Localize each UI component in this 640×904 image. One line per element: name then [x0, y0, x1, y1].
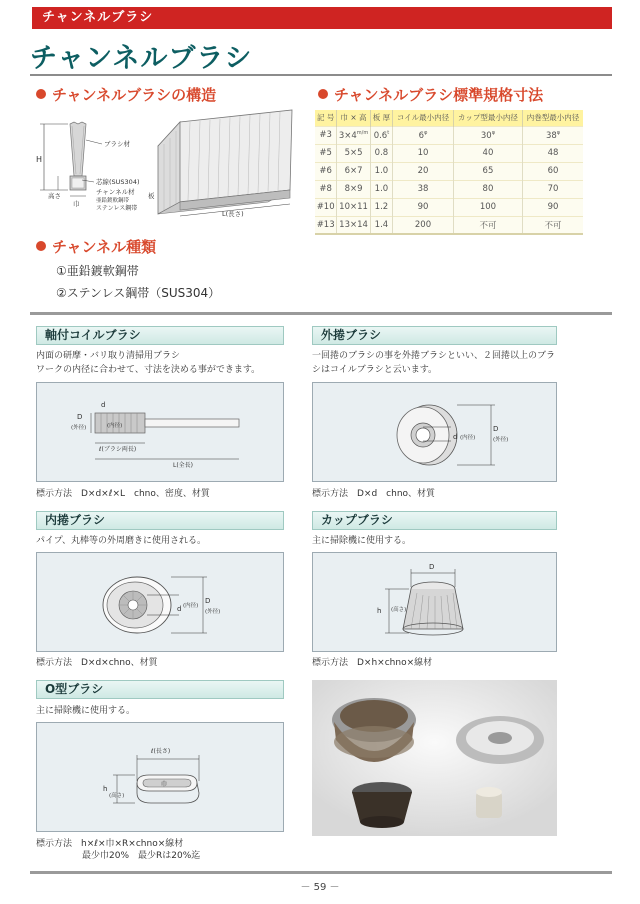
- cell: 48: [523, 144, 583, 162]
- cell: #13: [315, 216, 337, 234]
- table-row: [315, 216, 583, 234]
- cell: #10: [315, 198, 337, 216]
- cell: 不可: [523, 216, 583, 234]
- cell: #3: [315, 126, 337, 144]
- cell: 8×9: [337, 180, 370, 198]
- cell: 1.0: [370, 180, 392, 198]
- cup-brush-small: [352, 782, 412, 828]
- channel-material-label: チャンネル材: [96, 188, 135, 196]
- h-label: H: [36, 155, 43, 164]
- table-row: [315, 180, 583, 198]
- cell: 65: [453, 162, 522, 180]
- cell: 100: [453, 198, 522, 216]
- cup-diagram: [313, 553, 556, 651]
- bullet-icon: [36, 241, 46, 251]
- cell: 38: [393, 180, 454, 198]
- kind-item: ②ステンレス鋼帯（SUS304）: [56, 286, 221, 300]
- cell: 5×5: [337, 144, 370, 162]
- panel-title-o-type: O型ブラシ: [36, 680, 284, 699]
- spec-outer-wound: 標示方法 D×d chno、材質: [312, 489, 436, 499]
- col-size: 巾 × 高: [337, 110, 370, 126]
- cell: 10: [393, 144, 454, 162]
- spec-shaft-coil: 標示方法 D×d×ℓ×L chno、密度、材質: [36, 489, 210, 499]
- cell: 13×14: [337, 216, 370, 234]
- cell: 90: [523, 198, 583, 216]
- height-label: h: [103, 785, 108, 793]
- inner-wound-diagram: [37, 553, 283, 651]
- cell: 200: [393, 216, 454, 234]
- width-label: 巾: [73, 200, 80, 208]
- height-sub-label: (高さ): [391, 607, 407, 613]
- length-label: L(長さ): [222, 210, 244, 218]
- inner-label: d: [101, 401, 106, 409]
- brush-length-label: ℓ(ブラシ両長): [99, 446, 137, 453]
- inner-sub-label: (内径): [107, 423, 123, 429]
- cell: 1.4: [370, 216, 392, 234]
- structure-diagram: [30, 104, 300, 234]
- cell: $6^\varphi$: [393, 126, 454, 144]
- cell: 90: [393, 198, 454, 216]
- table-row: [315, 144, 583, 162]
- disc-brush: [456, 716, 544, 764]
- footer-rule: [30, 871, 612, 874]
- panel-title-cup: カップブラシ: [312, 511, 557, 530]
- cell: 20: [393, 162, 454, 180]
- col-symbol: 記 号: [315, 110, 337, 126]
- col-thickness: 板 厚: [370, 110, 392, 126]
- plate-material-label: 亜鉛鍍軟鋼帯: [96, 198, 130, 204]
- cross-section: [40, 122, 86, 196]
- figure-shaft-coil: [36, 382, 284, 482]
- plate-label: 板: [148, 192, 155, 200]
- panel-title-inner-wound: 内捲ブラシ: [36, 511, 284, 530]
- spec-cup: 標示方法 D×h×chno×線材: [312, 658, 433, 668]
- table-header-row: [315, 110, 583, 126]
- bullet-icon: [318, 89, 328, 99]
- cell: 6×7: [337, 162, 370, 180]
- figure-outer-wound: [312, 382, 557, 482]
- height-label: h: [377, 607, 382, 615]
- section-divider: [30, 312, 612, 315]
- channel-brush-3d: [158, 110, 292, 216]
- cell: 1.0: [370, 162, 392, 180]
- header-tab: チャンネルブラシ: [32, 7, 612, 29]
- cell: 1.2: [370, 198, 392, 216]
- figure-cup: [312, 552, 557, 652]
- cell: 70: [523, 180, 583, 198]
- standard-table: [315, 110, 583, 235]
- cell: $3\times 4^{m/m}$: [337, 126, 370, 144]
- panel-desc-shaft-coil: 内面の研摩・バリ取り清掃用ブラシ ワークの内径に合わせて、寸法を決める事ができます。: [36, 351, 261, 375]
- cell: $38^\varphi$: [523, 126, 583, 144]
- panel-desc-outer-wound: 一回捲のブラシの事を外捲ブラシといい、２回捲以上のブラ シはコイルブラシと云います。: [312, 351, 556, 375]
- figure-o-type: [36, 722, 284, 832]
- diameter-sub-label: (外径): [493, 437, 509, 443]
- panel-title-outer-wound: 外捲ブラシ: [312, 326, 557, 345]
- spec-inner-wound: 標示方法 D×d×chno、材質: [36, 658, 158, 668]
- inner-label: d: [453, 433, 458, 441]
- kinds-heading: チャンネル種類: [36, 236, 156, 257]
- col-cup: カップ型最小内径: [453, 110, 522, 126]
- table-row: [315, 162, 583, 180]
- cell: 不可: [453, 216, 522, 234]
- height-label: 高さ: [48, 192, 61, 200]
- cup-brush-large: [332, 698, 416, 762]
- total-length-label: L(全長): [173, 462, 194, 469]
- cell: 10×11: [337, 198, 370, 216]
- length-label: ℓ(長さ): [151, 748, 171, 755]
- inner-sub-label: (内径): [183, 603, 199, 609]
- outer-wound-diagram: [313, 383, 556, 481]
- panel-desc-inner-wound: パイプ、丸棒等の外周磨きに使用される。: [36, 536, 207, 546]
- cell: 0.8: [370, 144, 392, 162]
- diameter-label: D: [429, 563, 435, 571]
- table-row: [315, 198, 583, 216]
- core-wire-label: 芯線(SUS304): [96, 178, 140, 186]
- diameter-label: D: [77, 413, 83, 421]
- width-label: 巾: [161, 781, 168, 788]
- spec-o-type: 標示方法 h×ℓ×巾×R×chno×線材 最少巾20% 最少Rは20%迄: [36, 839, 201, 861]
- title-rule: [30, 74, 612, 76]
- page-title: チャンネルブラシ: [30, 43, 253, 74]
- bullet-icon: [36, 89, 46, 99]
- inner-label: d: [177, 605, 182, 613]
- diameter-sub-label: (外径): [205, 609, 221, 615]
- cell: 80: [453, 180, 522, 198]
- cell: 0.6$^t$: [370, 126, 392, 144]
- end-brush: [476, 787, 502, 818]
- cell: #6: [315, 162, 337, 180]
- col-inner: 内巻型最小内径: [523, 110, 583, 126]
- col-coil: コイル最小内径: [393, 110, 454, 126]
- inner-sub-label: (内径): [460, 435, 476, 441]
- structure-heading: チャンネルブラシの構造: [36, 84, 216, 105]
- kind-item: ①亜鉛鍍軟鋼帯: [56, 264, 139, 278]
- o-type-diagram: [37, 723, 283, 831]
- panel-desc-o-type: 主に掃除機に使用する。: [36, 706, 136, 716]
- panel-desc-cup: 主に掃除機に使用する。: [312, 536, 412, 546]
- stainless-label: ステンレス鋼帯: [96, 205, 138, 212]
- standard-heading: チャンネルブラシ標準規格寸法: [318, 84, 543, 105]
- height-sub-label: (高さ): [109, 793, 125, 799]
- cell: #5: [315, 144, 337, 162]
- cell: #8: [315, 180, 337, 198]
- diameter-sub-label: (外径): [71, 425, 87, 431]
- cell: 60: [523, 162, 583, 180]
- table-row: [315, 126, 583, 144]
- figure-inner-wound: [36, 552, 284, 652]
- panel-title-shaft-coil: 軸付コイルブラシ: [36, 326, 284, 345]
- cell: $30^\varphi$: [453, 126, 522, 144]
- diameter-label: D: [493, 425, 499, 433]
- product-photo-image: [312, 680, 557, 836]
- shaft-coil-diagram: [37, 383, 283, 481]
- product-photo: [312, 680, 557, 836]
- diameter-label: D: [205, 597, 211, 605]
- brush-material-label: ブラシ材: [104, 140, 130, 148]
- page-number: － 59 －: [300, 882, 340, 893]
- cell: 40: [453, 144, 522, 162]
